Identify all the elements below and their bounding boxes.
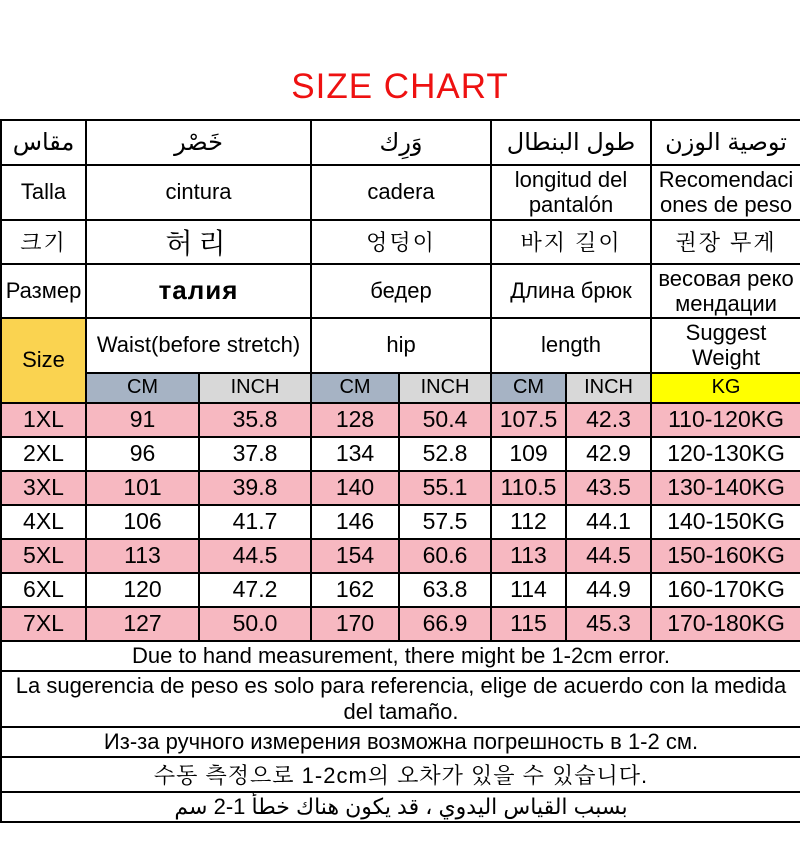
header-cell-en-length: length xyxy=(491,318,651,373)
header-cell-ru-waist: талия xyxy=(86,264,311,319)
table-row-4xl xyxy=(1,505,800,539)
size-cell: 6XL xyxy=(1,573,86,607)
data-cell: 66.9 xyxy=(399,607,491,641)
header-text: Suggest Weight xyxy=(685,320,767,371)
header-cell-ar-waist: خَصْر xyxy=(86,120,311,165)
data-cell: 96 xyxy=(86,437,199,471)
data-cell: 44.9 xyxy=(566,573,651,607)
header-cell-ko-weight: 권장 무게 xyxy=(651,220,800,264)
header-cell-en-hip: hip xyxy=(311,318,491,373)
header-cell-en-waist: Waist(before stretch) xyxy=(86,318,311,373)
header-cell-es-length xyxy=(491,165,651,220)
header-cell-ru-size: Размер xyxy=(1,264,86,319)
data-cell: 91 xyxy=(86,403,199,437)
note-text: بسبب القياس اليدوي ، قد يكون هناك خطأ 1-2 سم xyxy=(1,792,800,822)
header-cell-ar-weight: توصية الوزن xyxy=(651,120,800,165)
table-row-6xl xyxy=(1,573,800,607)
header-row-russian xyxy=(1,264,800,319)
data-cell: 128 xyxy=(311,403,399,437)
note-row-arabic xyxy=(1,792,800,822)
size-cell: 5XL xyxy=(1,539,86,573)
data-cell: 107.5 xyxy=(491,403,566,437)
table-row-2xl xyxy=(1,437,800,471)
header-cell-ar-length: طول البنطال xyxy=(491,120,651,165)
data-cell: 35.8 xyxy=(199,403,311,437)
data-cell: 114 xyxy=(491,573,566,607)
header-cell-ko-hip: 엉덩이 xyxy=(311,220,491,264)
data-cell: 162 xyxy=(311,573,399,607)
table-row-5xl xyxy=(1,539,800,573)
data-cell: 55.1 xyxy=(399,471,491,505)
unit-cell-hip-inch: INCH xyxy=(399,373,491,403)
note-text: La sugerencia de peso es solo para referencia, elige de acuerdo con la medida del tamaño. xyxy=(1,671,800,727)
header-row-korean xyxy=(1,220,800,264)
data-cell: 113 xyxy=(86,539,199,573)
data-cell: 44.1 xyxy=(566,505,651,539)
data-cell: 110.5 xyxy=(491,471,566,505)
data-cell: 127 xyxy=(86,607,199,641)
data-cell: 42.3 xyxy=(566,403,651,437)
data-cell: 154 xyxy=(311,539,399,573)
table-row-1xl xyxy=(1,403,800,437)
header-cell-ru-hip: бедер xyxy=(311,264,491,319)
size-cell: 7XL xyxy=(1,607,86,641)
header-cell-en-weight xyxy=(651,318,800,373)
header-cell-ko-waist: 허리 xyxy=(86,220,311,264)
size-cell: 1XL xyxy=(1,403,86,437)
data-cell: 150-160KG xyxy=(651,539,800,573)
data-cell: 106 xyxy=(86,505,199,539)
table-row-3xl xyxy=(1,471,800,505)
data-cell: 42.9 xyxy=(566,437,651,471)
header-cell-ru-weight: весовая рекомендации xyxy=(651,264,800,319)
unit-cell-length-inch: INCH xyxy=(566,373,651,403)
data-cell: 60.6 xyxy=(399,539,491,573)
note-text: 수동 측정으로 1-2cm의 오차가 있을 수 있습니다. xyxy=(1,757,800,792)
header-cell-ko-length: 바지 길이 xyxy=(491,220,651,264)
size-cell: 4XL xyxy=(1,505,86,539)
size-chart-table xyxy=(0,119,800,823)
header-cell-ru-length: Длина брюк xyxy=(491,264,651,319)
header-cell-es-hip: cadera xyxy=(311,165,491,220)
data-cell: 41.7 xyxy=(199,505,311,539)
header-row-arabic xyxy=(1,120,800,165)
header-cell-ar-size: مقاس xyxy=(1,120,86,165)
header-cell-es-weight: Recomendaciones de peso xyxy=(651,165,800,220)
data-cell: 43.5 xyxy=(566,471,651,505)
header-cell-es-waist: cintura xyxy=(86,165,311,220)
header-row-english xyxy=(1,318,800,373)
data-cell: 44.5 xyxy=(566,539,651,573)
note-text: Из-за ручного измерения возможна погрешность в 1-2 см. xyxy=(1,727,800,757)
data-cell: 140 xyxy=(311,471,399,505)
header-cell-ar-hip: وَرِك xyxy=(311,120,491,165)
unit-cell-length-cm: CM xyxy=(491,373,566,403)
unit-cell-waist-inch: INCH xyxy=(199,373,311,403)
header-cell-es-size: Talla xyxy=(1,165,86,220)
unit-cell-weight-kg: KG xyxy=(651,373,800,403)
data-cell: 112 xyxy=(491,505,566,539)
header-cell-en-size: Size xyxy=(1,318,86,403)
page-title: SIZE CHART xyxy=(291,67,509,106)
data-cell: 47.2 xyxy=(199,573,311,607)
unit-cell-waist-cm: CM xyxy=(86,373,199,403)
size-cell: 2XL xyxy=(1,437,86,471)
note-row-spanish xyxy=(1,671,800,727)
data-cell: 115 xyxy=(491,607,566,641)
unit-cell-hip-cm: CM xyxy=(311,373,399,403)
data-cell: 146 xyxy=(311,505,399,539)
note-row-korean xyxy=(1,757,800,792)
data-cell: 57.5 xyxy=(399,505,491,539)
data-cell: 52.8 xyxy=(399,437,491,471)
header-cell-ko-size: 크기 xyxy=(1,220,86,264)
data-cell: 50.0 xyxy=(199,607,311,641)
data-cell: 101 xyxy=(86,471,199,505)
data-cell: 63.8 xyxy=(399,573,491,607)
table-row-7xl xyxy=(1,607,800,641)
data-cell: 110-120KG xyxy=(651,403,800,437)
data-cell: 109 xyxy=(491,437,566,471)
data-cell: 134 xyxy=(311,437,399,471)
note-text: Due to hand measurement, there might be 1-2cm error. xyxy=(1,641,800,671)
data-cell: 140-150KG xyxy=(651,505,800,539)
data-cell: 170 xyxy=(311,607,399,641)
data-cell: 37.8 xyxy=(199,437,311,471)
header-row-spanish xyxy=(1,165,800,220)
data-cell: 120-130KG xyxy=(651,437,800,471)
data-cell: 120 xyxy=(86,573,199,607)
data-cell: 113 xyxy=(491,539,566,573)
data-cell: 45.3 xyxy=(566,607,651,641)
header-text: longitud del pantalón xyxy=(514,166,628,217)
data-cell: 160-170KG xyxy=(651,573,800,607)
units-row xyxy=(1,373,800,403)
data-cell: 39.8 xyxy=(199,471,311,505)
data-cell: 130-140KG xyxy=(651,471,800,505)
size-cell: 3XL xyxy=(1,471,86,505)
data-cell: 170-180KG xyxy=(651,607,800,641)
data-cell: 44.5 xyxy=(199,539,311,573)
note-row-english xyxy=(1,641,800,671)
data-cell: 50.4 xyxy=(399,403,491,437)
note-row-russian xyxy=(1,727,800,757)
